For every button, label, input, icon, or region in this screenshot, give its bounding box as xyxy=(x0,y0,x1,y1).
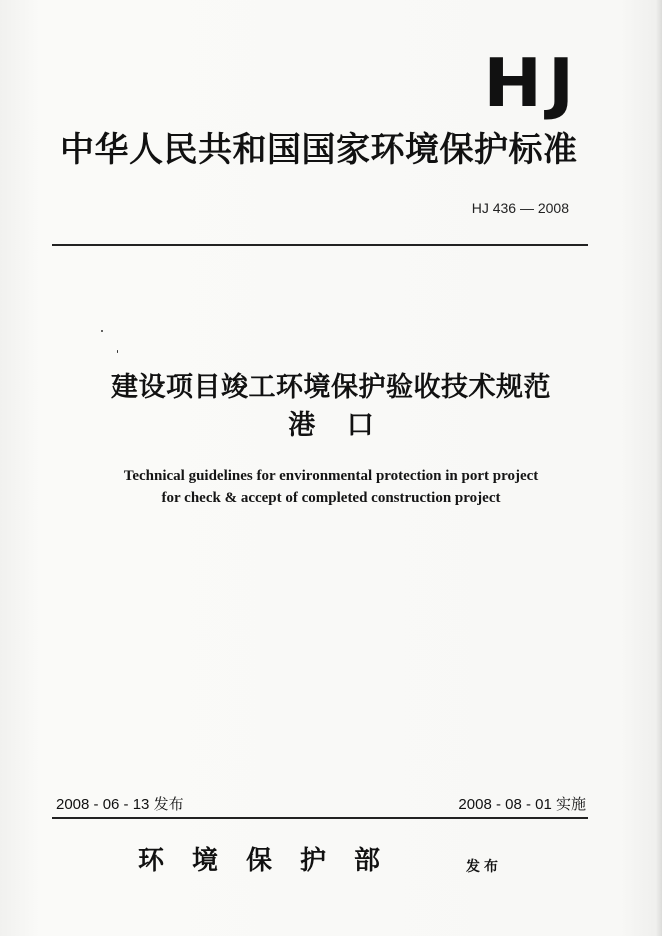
top-divider xyxy=(52,244,588,246)
standard-category-title: 中华人民共和国国家环境保护标准 xyxy=(60,130,578,170)
bottom-divider xyxy=(52,817,588,819)
scan-speck xyxy=(117,350,118,353)
scan-speck xyxy=(101,330,103,332)
document-title-en-line1: Technical guidelines for environmental protection in port project xyxy=(123,468,539,484)
issue-date: 2008 - 06 - 13 发布 xyxy=(56,796,184,813)
publisher-suffix: 发布 xyxy=(466,859,502,875)
document-subtitle-cn: 港 口 xyxy=(288,410,374,441)
publisher-name: 环境保护部 xyxy=(138,846,409,876)
hj-logo: HJ xyxy=(483,44,580,122)
document-title-en-line2: for check & accept of completed construction project xyxy=(161,490,501,506)
document-title-cn: 建设项目竣工环境保护验收技术规范 xyxy=(111,372,551,403)
implementation-date: 2008 - 08 - 01 实施 xyxy=(458,796,586,813)
standard-number: HJ 436 — 2008 xyxy=(471,200,569,216)
